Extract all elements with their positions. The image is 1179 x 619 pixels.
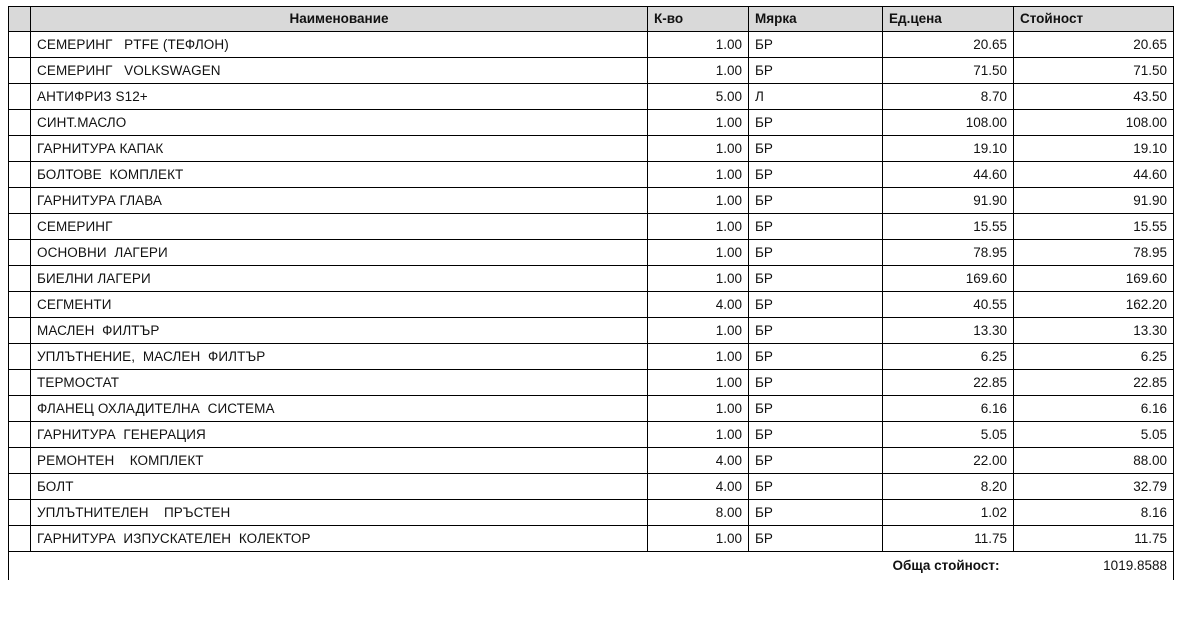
cell-unit: БР: [749, 240, 883, 266]
table-row: [9, 162, 1174, 188]
total-label: Обща стойност:: [892, 558, 1000, 573]
cell-name: ТЕРМОСТАТ: [31, 370, 648, 396]
cell-unit-price: 8.70: [883, 84, 1014, 110]
table-row: [9, 500, 1174, 526]
cell-value: 6.16: [1014, 396, 1174, 422]
cell-name: СЕГМЕНТИ: [31, 292, 648, 318]
cell-unit-price: 71.50: [883, 58, 1014, 84]
cell-unit: БР: [749, 500, 883, 526]
row-blank-cell: [9, 526, 31, 552]
cell-qty: 1.00: [648, 32, 749, 58]
cell-unit: БР: [749, 448, 883, 474]
cell-unit-price: 78.95: [883, 240, 1014, 266]
row-blank-cell: [9, 318, 31, 344]
cell-name: ГАРНИТУРА ИЗПУСКАТЕЛЕН КОЛЕКТОР: [31, 526, 648, 552]
cell-qty: 1.00: [648, 136, 749, 162]
cell-qty: 1.00: [648, 240, 749, 266]
cell-qty: 1.00: [648, 370, 749, 396]
row-blank-cell: [9, 162, 31, 188]
cell-value: 19.10: [1014, 136, 1174, 162]
cell-unit-price: 6.25: [883, 344, 1014, 370]
cell-unit: БР: [749, 32, 883, 58]
row-blank-cell: [9, 396, 31, 422]
row-blank-cell: [9, 500, 31, 526]
cell-value: 108.00: [1014, 110, 1174, 136]
cell-qty: 1.00: [648, 344, 749, 370]
cell-unit: БР: [749, 396, 883, 422]
cell-qty: 1.00: [648, 266, 749, 292]
cell-unit: БР: [749, 162, 883, 188]
cell-unit-price: 13.30: [883, 318, 1014, 344]
table-row: [9, 214, 1174, 240]
cell-qty: 8.00: [648, 500, 749, 526]
table-row: [9, 84, 1174, 110]
row-blank-cell: [9, 266, 31, 292]
cell-unit: БР: [749, 58, 883, 84]
cell-unit: БР: [749, 136, 883, 162]
cell-value: 11.75: [1014, 526, 1174, 552]
cell-qty: 5.00: [648, 84, 749, 110]
row-blank-cell: [9, 344, 31, 370]
cell-name: ГАРНИТУРА ГЛАВА: [31, 188, 648, 214]
cell-name: СЕМЕРИНГ PTFE (ТЕФЛОН): [31, 32, 648, 58]
cell-value: 15.55: [1014, 214, 1174, 240]
cell-value: 88.00: [1014, 448, 1174, 474]
cell-unit: Л: [749, 84, 883, 110]
cell-value: 20.65: [1014, 32, 1174, 58]
cell-value: 6.25: [1014, 344, 1174, 370]
header-name: Наименование: [31, 7, 648, 32]
cell-name: УПЛЪТНЕНИЕ, МАСЛЕН ФИЛТЪР: [31, 344, 648, 370]
cell-qty: 1.00: [648, 396, 749, 422]
cell-qty: 1.00: [648, 526, 749, 552]
table-row: [9, 240, 1174, 266]
cell-value: 162.20: [1014, 292, 1174, 318]
cell-value: 43.50: [1014, 84, 1174, 110]
cell-value: 8.16: [1014, 500, 1174, 526]
invoice-parts-sheet: [8, 6, 1173, 580]
cell-unit: БР: [749, 422, 883, 448]
row-blank-cell: [9, 84, 31, 110]
cell-value: 5.05: [1014, 422, 1174, 448]
table-row: [9, 448, 1174, 474]
cell-name: БИЕЛНИ ЛАГЕРИ: [31, 266, 648, 292]
cell-unit-price: 44.60: [883, 162, 1014, 188]
cell-unit-price: 91.90: [883, 188, 1014, 214]
cell-name: АНТИФРИЗ S12+: [31, 84, 648, 110]
cell-unit-price: 108.00: [883, 110, 1014, 136]
cell-qty: 4.00: [648, 474, 749, 500]
row-blank-cell: [9, 422, 31, 448]
cell-unit-price: 11.75: [883, 526, 1014, 552]
table-body: [9, 32, 1174, 552]
cell-name: СЕМЕРИНГ VOLKSWAGEN: [31, 58, 648, 84]
table-row: [9, 474, 1174, 500]
table-row: [9, 188, 1174, 214]
table-row: [9, 266, 1174, 292]
cell-unit: БР: [749, 344, 883, 370]
cell-unit: БР: [749, 292, 883, 318]
header-unit: Мярка: [749, 7, 883, 32]
header-unit-price: Ед.цена: [883, 7, 1014, 32]
cell-unit-price: 5.05: [883, 422, 1014, 448]
table-row: [9, 318, 1174, 344]
cell-unit: БР: [749, 318, 883, 344]
header-blank-cell: [9, 7, 31, 32]
total-spacer: [648, 552, 749, 580]
row-blank-cell: [9, 32, 31, 58]
cell-name: ГАРНИТУРА ГЕНЕРАЦИЯ: [31, 422, 648, 448]
cell-unit-price: 169.60: [883, 266, 1014, 292]
cell-unit-price: 40.55: [883, 292, 1014, 318]
cell-qty: 1.00: [648, 58, 749, 84]
row-blank-cell: [9, 448, 31, 474]
cell-name: ГАРНИТУРА КАПАК: [31, 136, 648, 162]
row-blank-cell: [9, 214, 31, 240]
cell-unit: БР: [749, 266, 883, 292]
cell-name: СЕМЕРИНГ: [31, 214, 648, 240]
cell-value: 169.60: [1014, 266, 1174, 292]
cell-unit-price: 15.55: [883, 214, 1014, 240]
total-value: 1019.8588: [1014, 552, 1174, 580]
total-blank-cell: [9, 552, 31, 580]
cell-name: РЕМОНТЕН КОМПЛЕКТ: [31, 448, 648, 474]
row-blank-cell: [9, 240, 31, 266]
cell-unit: БР: [749, 110, 883, 136]
cell-name: УПЛЪТНИТЕЛЕН ПРЪСТЕН: [31, 500, 648, 526]
cell-qty: 1.00: [648, 188, 749, 214]
cell-unit-price: 22.00: [883, 448, 1014, 474]
row-blank-cell: [9, 58, 31, 84]
cell-name: БОЛТ: [31, 474, 648, 500]
cell-unit-price: 20.65: [883, 32, 1014, 58]
row-blank-cell: [9, 110, 31, 136]
table-row: [9, 32, 1174, 58]
row-blank-cell: [9, 292, 31, 318]
total-spacer: [31, 552, 648, 580]
table-row: [9, 58, 1174, 84]
cell-name: СИНТ.МАСЛО: [31, 110, 648, 136]
cell-value: 78.95: [1014, 240, 1174, 266]
table-row: [9, 136, 1174, 162]
table-row: [9, 526, 1174, 552]
header-value: Стойност: [1014, 7, 1174, 32]
table-row: [9, 344, 1174, 370]
header-qty: К-во: [648, 7, 749, 32]
cell-unit-price: 1.02: [883, 500, 1014, 526]
cell-unit-price: 19.10: [883, 136, 1014, 162]
cell-value: 13.30: [1014, 318, 1174, 344]
cell-unit: БР: [749, 214, 883, 240]
cell-unit: БР: [749, 370, 883, 396]
table-header-row: [9, 7, 1174, 32]
cell-name: ОСНОВНИ ЛАГЕРИ: [31, 240, 648, 266]
cell-qty: 1.00: [648, 162, 749, 188]
cell-unit-price: 8.20: [883, 474, 1014, 500]
table-row: [9, 370, 1174, 396]
cell-qty: 1.00: [648, 214, 749, 240]
table-row: [9, 110, 1174, 136]
cell-name: МАСЛЕН ФИЛТЪР: [31, 318, 648, 344]
cell-value: 44.60: [1014, 162, 1174, 188]
table-row: [9, 396, 1174, 422]
cell-qty: 1.00: [648, 422, 749, 448]
row-blank-cell: [9, 188, 31, 214]
cell-name: ФЛАНЕЦ ОХЛАДИТЕЛНА СИСТЕМА: [31, 396, 648, 422]
table-row: [9, 422, 1174, 448]
cell-qty: 4.00: [648, 448, 749, 474]
cell-unit-price: 6.16: [883, 396, 1014, 422]
total-row: [9, 552, 1174, 580]
cell-unit-price: 22.85: [883, 370, 1014, 396]
row-blank-cell: [9, 370, 31, 396]
cell-value: 32.79: [1014, 474, 1174, 500]
cell-qty: 1.00: [648, 318, 749, 344]
cell-qty: 4.00: [648, 292, 749, 318]
cell-unit: БР: [749, 188, 883, 214]
cell-unit: БР: [749, 526, 883, 552]
cell-qty: 1.00: [648, 110, 749, 136]
cell-value: 71.50: [1014, 58, 1174, 84]
cell-name: БОЛТОВЕ КОМПЛЕКТ: [31, 162, 648, 188]
cell-value: 91.90: [1014, 188, 1174, 214]
row-blank-cell: [9, 474, 31, 500]
table-row: [9, 292, 1174, 318]
parts-table: [8, 6, 1174, 580]
cell-value: 22.85: [1014, 370, 1174, 396]
cell-unit: БР: [749, 474, 883, 500]
row-blank-cell: [9, 136, 31, 162]
